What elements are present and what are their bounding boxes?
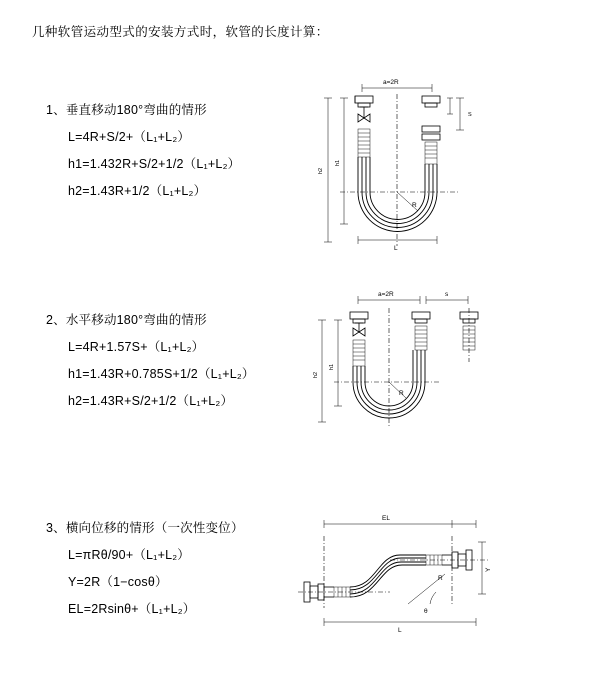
svg-text:R: R <box>438 575 443 582</box>
section-1-heading: 1、垂直移动180°弯曲的情形 <box>46 103 207 117</box>
figure-lateral-offset <box>290 508 500 638</box>
svg-text:L: L <box>394 245 398 252</box>
section-3-formula-3: EL=2Rsinθ+（L₁+L₂） <box>68 602 196 616</box>
svg-text:L: L <box>398 627 402 634</box>
figure-vertical-180 <box>300 74 490 274</box>
svg-text:a=2R: a=2R <box>378 291 394 298</box>
svg-text:S: S <box>468 112 472 118</box>
svg-text:EL: EL <box>382 515 390 522</box>
section-2-formula-2: h1=1.43R+0.785S+1/2（L₁+L₂） <box>68 367 255 381</box>
svg-text:θ: θ <box>424 608 428 615</box>
figure-horizontal-180 <box>300 282 490 452</box>
section-1-formula-1: L=4R+S/2+（L₁+L₂） <box>68 130 191 144</box>
section-1-formula-2: h1=1.432R+S/2+1/2（L₁+L₂） <box>68 157 241 171</box>
svg-text:s: s <box>445 291 449 298</box>
section-2-formula-3: h2=1.43R+S/2+1/2（L₁+L₂） <box>68 394 234 408</box>
svg-text:h2: h2 <box>318 167 324 174</box>
section-3-formula-2: Y=2R（1−cosθ） <box>68 575 168 589</box>
svg-text:R: R <box>399 390 404 397</box>
svg-text:a=2R: a=2R <box>383 79 399 86</box>
section-2-heading: 2、水平移动180°弯曲的情形 <box>46 313 207 327</box>
svg-text:Y: Y <box>485 567 492 572</box>
section-3-text <box>46 518 296 626</box>
svg-text:h2: h2 <box>313 371 319 378</box>
svg-text:R: R <box>412 202 417 209</box>
section-2-text <box>46 310 296 418</box>
section-1-text <box>46 100 296 208</box>
page-title: 几种软管运动型式的安装方式时，软管的长度计算： <box>32 25 329 39</box>
section-1-formula-3: h2=1.43R+1/2（L₁+L₂） <box>68 184 207 198</box>
section-2-formula-1: L=4R+1.57S+（L₁+L₂） <box>68 340 205 354</box>
svg-text:h1: h1 <box>329 363 335 370</box>
section-3-formula-1: L=πRθ/90+（L₁+L₂） <box>68 548 191 562</box>
section-3-heading: 3、横向位移的情形（一次性变位） <box>46 521 244 535</box>
svg-text:h1: h1 <box>335 159 341 166</box>
